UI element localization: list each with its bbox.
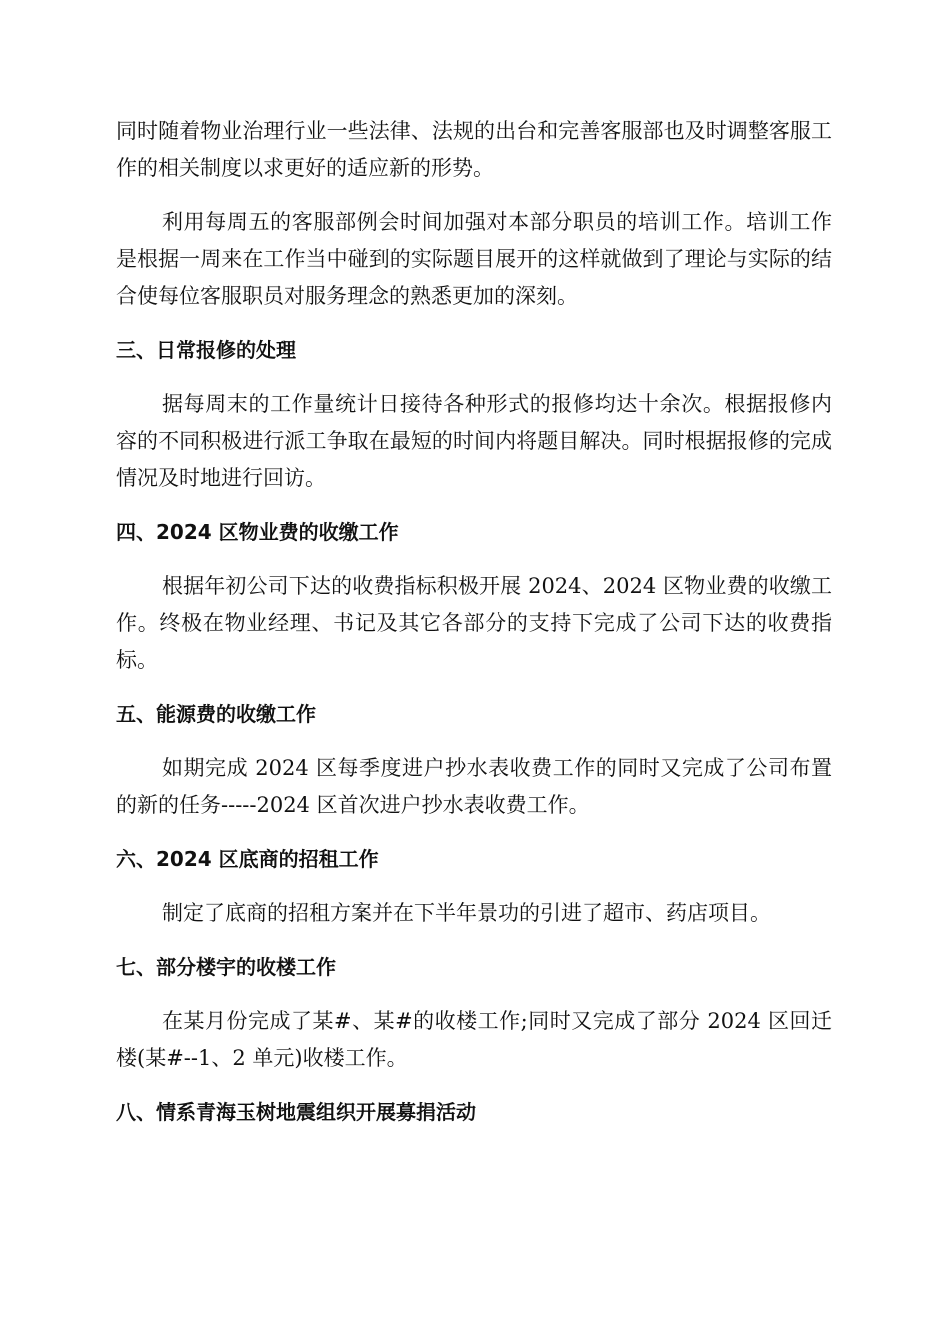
paragraph-staff-training: 利用每周五的客服部例会时间加强对本部分职员的培训工作。培训工作是根据一周来在工作当中碰到的实际题目展开的这样就做到了理论与实际的结合使每位客服职员对服务理念的熟悉更加的深刻。: [116, 210, 832, 308]
heading-building-handover: 七、部分楼宇的收楼工作: [116, 955, 336, 979]
heading-shop-leasing: 六、2024 区底商的招租工作: [116, 847, 379, 871]
paragraph-customer-service-rules: 同时随着物业治理行业一些法律、法规的出台和完善客服部也及时调整客服工作的相关制度以求更好的适应新的形势。: [116, 119, 832, 180]
paragraph-shop-leasing: 制定了底商的招租方案并在下半年景功的引进了超市、药店项目。: [162, 901, 771, 925]
heading-property-fee-collection: 四、2024 区物业费的收缴工作: [116, 520, 399, 544]
paragraph-daily-repairs: 据每周末的工作量统计日接待各种形式的报修均达十余次。根据报修内容的不同积极进行派工争取在最短的时间内将题目解决。同时根据报修的完成情况及时地进行回访。: [116, 392, 832, 490]
paragraph-property-fee-collection: 根据年初公司下达的收费指标积极开展 2024、2024 区物业费的收缴工作。终极在物业经理、书记及其它各部分的支持下完成了公司下达的收费指标。: [116, 574, 832, 672]
paragraph-energy-fee-collection: 如期完成 2024 区每季度进户抄水表收费工作的同时又完成了公司布置的新的任务-----2024 区首次进户抄水表收费工作。: [116, 756, 832, 817]
heading-daily-repairs: 三、日常报修的处理: [116, 338, 296, 362]
heading-energy-fee-collection: 五、能源费的收缴工作: [116, 702, 316, 726]
document-body: [116, 113, 832, 1148]
paragraph-building-handover: 在某月份完成了某#、某#的收楼工作;同时又完成了部分 2024 区回迁楼(某#--1、2 单元)收楼工作。: [116, 1009, 832, 1070]
heading-earthquake-donation: 八、情系青海玉树地震组织开展募捐活动: [116, 1100, 476, 1124]
